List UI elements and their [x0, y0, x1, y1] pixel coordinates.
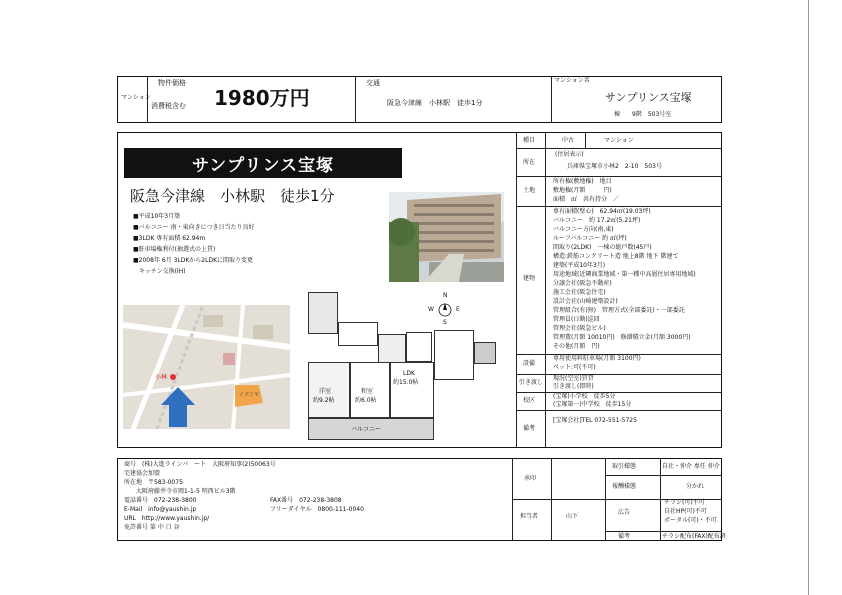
building-label: 建物: [523, 275, 536, 282]
approver-label: 承印: [524, 475, 537, 482]
school-label: 校区: [523, 397, 536, 404]
compass-n: N: [443, 292, 448, 299]
deal-note-value: チラシ配布(FAX)配布済: [662, 533, 726, 540]
person-label: 担当者: [520, 513, 539, 520]
headline: 阪急今津線 小林駅 徒歩1分: [130, 187, 335, 205]
deal-note-label: 備考: [618, 533, 631, 540]
location-line: 兵庫県宝塚市小林2 2-10 503号: [567, 163, 662, 170]
floor-plan: [308, 292, 498, 442]
land-label: 土地: [523, 187, 536, 194]
map-store-label: イズミヤ: [239, 392, 259, 398]
feature-item: キッチン交換(IH): [133, 268, 186, 275]
feature-item: ■バルコニー 南・東向きにつき日当たり良好: [133, 224, 255, 231]
ad-line: チラシ(可)不可: [664, 499, 705, 506]
parking-line: ペット:可(不可): [553, 364, 596, 371]
note-value: [宝塚会社]TEL 072-551-5725: [553, 417, 637, 424]
category-value: 中古: [562, 137, 575, 144]
handover-label: 引き渡し: [519, 379, 544, 386]
price-label: 物件価格: [158, 79, 186, 87]
room-3: LDK 約15.0帖: [390, 362, 434, 418]
compass-s: S: [443, 319, 447, 326]
compass-w: W: [428, 306, 434, 313]
deal-header: 取引様態: [612, 463, 637, 470]
fee-value: 分かれ: [686, 483, 705, 490]
access-label: 交通: [366, 79, 380, 87]
parking-line: 専用使用料駐車場(月額 3100円): [553, 355, 641, 362]
note-label: 備考: [523, 425, 536, 432]
building-photo: [389, 192, 504, 282]
left-type-label: マンション: [121, 94, 151, 101]
location-line: (住居表示): [555, 151, 584, 158]
category-label: 種目: [523, 137, 536, 144]
category-type: マンション: [604, 137, 634, 144]
feature-item: ■2008年 6月 3LDKから2LDKに間取り変更: [133, 257, 254, 264]
compass-e: E: [456, 306, 460, 313]
school-line: (宝塚第一)中学校 徒歩15分: [553, 401, 632, 408]
parking-label: 設備: [523, 360, 536, 367]
feature-item: ■平成10年3月築: [133, 213, 181, 220]
location-label: 所在: [523, 159, 536, 166]
land-line: 敷地権(月額 円): [553, 187, 612, 194]
land-line: 面積 ㎡ 共有持分 ／: [553, 196, 620, 203]
map-station-label: 小林: [155, 374, 168, 381]
mansion-detail: 棟 9階 503号室: [614, 111, 672, 118]
land-line: 所有権(敷地権) 地目: [553, 178, 612, 185]
company-free: フリーダイヤル 0800-111-0040: [270, 506, 364, 513]
feature-item: ■駐車場権利付(抽選式の上賃): [133, 246, 216, 253]
person-name: 山下: [566, 513, 579, 520]
mansion-name: サンプリンス宝塚: [605, 91, 692, 104]
balcony: バルコニー: [308, 418, 434, 440]
price-value: 1980万円: [214, 86, 310, 110]
handover-line: 現況(空室)賃貸: [553, 375, 594, 382]
handover-line: 引き渡し(即時): [553, 383, 594, 390]
mansion-label: マンション名: [554, 77, 590, 84]
deal-value: 自社・仲介 専任 仲介: [662, 463, 720, 470]
room-2: 和室 約6.0帖: [350, 362, 390, 418]
room-1: 洋室 約9.2帖: [308, 362, 350, 418]
school-line: (宝塚)小学校 徒歩5分: [553, 393, 616, 400]
ad-line: ポータル(可)・不可: [664, 517, 717, 524]
ad-line: 自社HP(可)不可: [664, 508, 707, 515]
access-line: 阪急今津線 小林駅 徒歩1分: [387, 99, 483, 107]
property-banner: サンプリンス宝塚: [124, 148, 402, 178]
ad-label: 広告: [618, 509, 631, 516]
feature-item: ■3LDK 専有面積 62.94m: [133, 235, 206, 242]
company-fax: FAX番号 072-238-3808: [270, 497, 342, 504]
tax-note: 消費税含む: [151, 102, 186, 110]
area-map: [123, 305, 290, 429]
fee-label: 報酬様態: [612, 483, 637, 490]
